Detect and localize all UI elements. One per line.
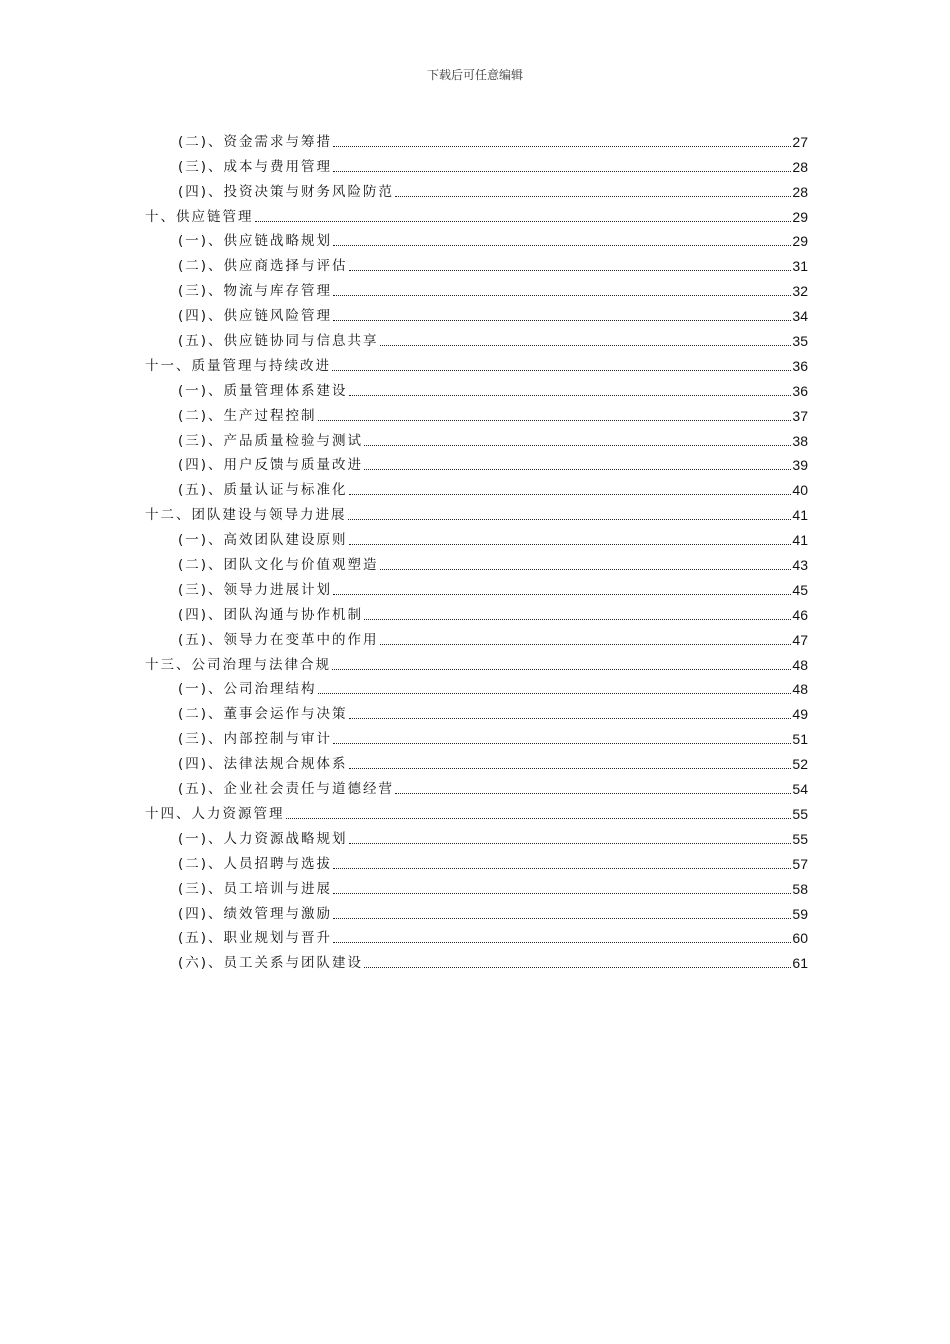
toc-entry-page-number: 29: [792, 233, 808, 250]
toc-entry-page-number: 59: [792, 905, 808, 922]
toc-entry-title: (四)、用户反馈与质量改进: [178, 457, 364, 474]
toc-entry-title: (二)、供应商选择与评估: [178, 258, 348, 275]
toc-entry-page-number: 36: [792, 382, 808, 399]
toc-dot-leader: [333, 295, 791, 296]
toc-entry-page-number: 38: [792, 432, 808, 449]
toc-entry-page-number: 40: [792, 482, 808, 499]
toc-dot-leader: [395, 793, 791, 794]
toc-entry-page-number: 35: [792, 333, 808, 350]
toc-entry[interactable]: [145, 250, 808, 275]
toc-entry[interactable]: [145, 723, 808, 748]
toc-entry-title: (二)、资金需求与筹措: [178, 133, 333, 150]
toc-entry[interactable]: [145, 300, 808, 325]
toc-entry-title: (二)、董事会运作与决策: [178, 706, 348, 723]
toc-dot-leader: [364, 445, 791, 446]
toc-entry-title: (四)、法律法规合规体系: [178, 756, 348, 773]
toc-entry-title: (四)、绩效管理与激励: [178, 905, 333, 922]
toc-dot-leader: [349, 544, 792, 545]
toc-dot-leader: [364, 967, 791, 968]
toc-entry-title: (五)、质量认证与标准化: [178, 482, 348, 499]
toc-entry-page-number: 29: [792, 208, 808, 225]
toc-entry-title: (四)、团队沟通与协作机制: [178, 606, 364, 623]
toc-entry-page-number: 34: [792, 308, 808, 325]
toc-entry[interactable]: [145, 400, 808, 425]
toc-entry[interactable]: [145, 325, 808, 350]
toc-entry-title: (三)、成本与费用管理: [178, 158, 333, 175]
toc-entry[interactable]: [145, 425, 808, 450]
toc-entry-title: (一)、质量管理体系建设: [178, 382, 348, 399]
toc-entry[interactable]: [145, 450, 808, 475]
toc-entry-title: 十三、公司治理与法律合规: [145, 656, 331, 673]
toc-entry[interactable]: [145, 201, 808, 226]
toc-entry-page-number: 31: [792, 258, 808, 275]
page-header: 下载后可任意编辑: [426, 68, 523, 82]
toc-entry[interactable]: [145, 599, 808, 624]
toc-entry-page-number: 57: [792, 855, 808, 872]
toc-entry[interactable]: [145, 350, 808, 375]
toc-entry-page-number: 61: [792, 955, 808, 972]
toc-dot-leader: [286, 818, 792, 819]
toc-entry[interactable]: [145, 674, 808, 699]
toc-entry[interactable]: [145, 773, 808, 798]
toc-entry-title: 十、供应链管理: [145, 208, 254, 225]
toc-dot-leader: [333, 171, 791, 172]
toc-dot-leader: [349, 270, 792, 271]
toc-entry-page-number: 60: [792, 930, 808, 947]
toc-dot-leader: [348, 519, 792, 520]
toc-dot-leader: [364, 469, 791, 470]
toc-entry-page-number: 36: [792, 357, 808, 374]
toc-entry-title: (五)、企业社会责任与道德经营: [178, 781, 395, 798]
toc-dot-leader: [332, 370, 791, 371]
toc-entry-page-number: 41: [792, 507, 808, 524]
toc-entry-page-number: 55: [792, 805, 808, 822]
toc-entry[interactable]: [145, 474, 808, 499]
toc-dot-leader: [333, 868, 791, 869]
toc-entry[interactable]: [145, 176, 808, 201]
toc-entry-title: (四)、供应链风险管理: [178, 308, 333, 325]
toc-dot-leader: [333, 743, 791, 744]
toc-entry-page-number: 55: [792, 830, 808, 847]
toc-entry-page-number: 45: [792, 581, 808, 598]
toc-entry-title: (一)、人力资源战略规划: [178, 830, 348, 847]
toc-entry[interactable]: [145, 574, 808, 599]
toc-dot-leader: [349, 494, 792, 495]
toc-entry-page-number: 37: [792, 407, 808, 424]
toc-entry-page-number: 58: [792, 880, 808, 897]
toc-entry-page-number: 41: [792, 532, 808, 549]
toc-entry[interactable]: [145, 947, 808, 972]
toc-dot-leader: [349, 718, 792, 719]
toc-entry[interactable]: [145, 275, 808, 300]
toc-entry-title: (五)、领导力在变革中的作用: [178, 631, 379, 648]
toc-entry-page-number: 52: [792, 756, 808, 773]
toc-dot-leader: [349, 768, 792, 769]
toc-dot-leader: [332, 669, 791, 670]
toc-entry-title: (四)、投资决策与财务风险防范: [178, 183, 395, 200]
toc-dot-leader: [349, 843, 792, 844]
toc-entry-page-number: 27: [792, 133, 808, 150]
toc-entry[interactable]: [145, 499, 808, 524]
toc-dot-leader: [349, 395, 792, 396]
toc-entry-page-number: 47: [792, 631, 808, 648]
toc-entry-title: (一)、高效团队建设原则: [178, 532, 348, 549]
toc-entry-title: (六)、员工关系与团队建设: [178, 955, 364, 972]
toc-dot-leader: [364, 619, 791, 620]
toc-dot-leader: [333, 942, 791, 943]
toc-entry[interactable]: [145, 698, 808, 723]
toc-dot-leader: [380, 345, 792, 346]
toc-entry-page-number: 39: [792, 457, 808, 474]
table-of-contents: [145, 126, 808, 972]
toc-entry-page-number: 48: [792, 681, 808, 698]
toc-entry-title: (二)、团队文化与价值观塑造: [178, 557, 379, 574]
toc-entry-title: (三)、领导力进展计划: [178, 581, 333, 598]
toc-entry-title: (三)、员工培训与进展: [178, 880, 333, 897]
toc-entry[interactable]: [145, 226, 808, 251]
toc-dot-leader: [380, 644, 792, 645]
toc-dot-leader: [255, 221, 792, 222]
toc-dot-leader: [333, 320, 791, 321]
toc-entry-title: (二)、生产过程控制: [178, 407, 317, 424]
toc-entry-title: (一)、公司治理结构: [178, 681, 317, 698]
toc-entry[interactable]: [145, 798, 808, 823]
toc-entry[interactable]: [145, 549, 808, 574]
toc-entry-title: (二)、人员招聘与选拔: [178, 855, 333, 872]
toc-entry[interactable]: [145, 375, 808, 400]
toc-entry-title: 十四、人力资源管理: [145, 805, 285, 822]
toc-entry[interactable]: [145, 923, 808, 948]
toc-entry-title: (一)、供应链战略规划: [178, 233, 333, 250]
toc-dot-leader: [380, 569, 792, 570]
toc-entry-page-number: 49: [792, 706, 808, 723]
toc-entry[interactable]: [145, 823, 808, 848]
toc-entry-title: 十二、团队建设与领导力进展: [145, 507, 347, 524]
toc-entry-page-number: 48: [792, 656, 808, 673]
toc-entry[interactable]: [145, 873, 808, 898]
toc-dot-leader: [333, 918, 791, 919]
toc-entry-page-number: 54: [792, 781, 808, 798]
toc-entry-page-number: 51: [792, 731, 808, 748]
toc-entry-title: (三)、内部控制与审计: [178, 731, 333, 748]
toc-entry-title: 十一、质量管理与持续改进: [145, 357, 331, 374]
toc-dot-leader: [333, 146, 791, 147]
toc-dot-leader: [333, 893, 791, 894]
toc-dot-leader: [333, 245, 791, 246]
toc-entry[interactable]: [145, 649, 808, 674]
toc-entry[interactable]: [145, 848, 808, 873]
toc-entry-title: (五)、供应链协同与信息共享: [178, 333, 379, 350]
toc-dot-leader: [318, 420, 792, 421]
toc-entry[interactable]: [145, 151, 808, 176]
toc-entry[interactable]: [145, 126, 808, 151]
toc-dot-leader: [318, 693, 792, 694]
toc-entry-page-number: 28: [792, 158, 808, 175]
toc-entry-page-number: 46: [792, 606, 808, 623]
toc-entry-title: (五)、职业规划与晋升: [178, 930, 333, 947]
toc-entry-page-number: 32: [792, 283, 808, 300]
toc-dot-leader: [333, 594, 791, 595]
toc-entry[interactable]: [145, 524, 808, 549]
toc-entry[interactable]: [145, 898, 808, 923]
toc-entry-page-number: 43: [792, 557, 808, 574]
toc-entry-title: (三)、产品质量检验与测试: [178, 432, 364, 449]
toc-entry[interactable]: [145, 624, 808, 649]
toc-entry[interactable]: [145, 748, 808, 773]
toc-entry-title: (三)、物流与库存管理: [178, 283, 333, 300]
toc-entry-page-number: 28: [792, 183, 808, 200]
toc-dot-leader: [395, 196, 791, 197]
